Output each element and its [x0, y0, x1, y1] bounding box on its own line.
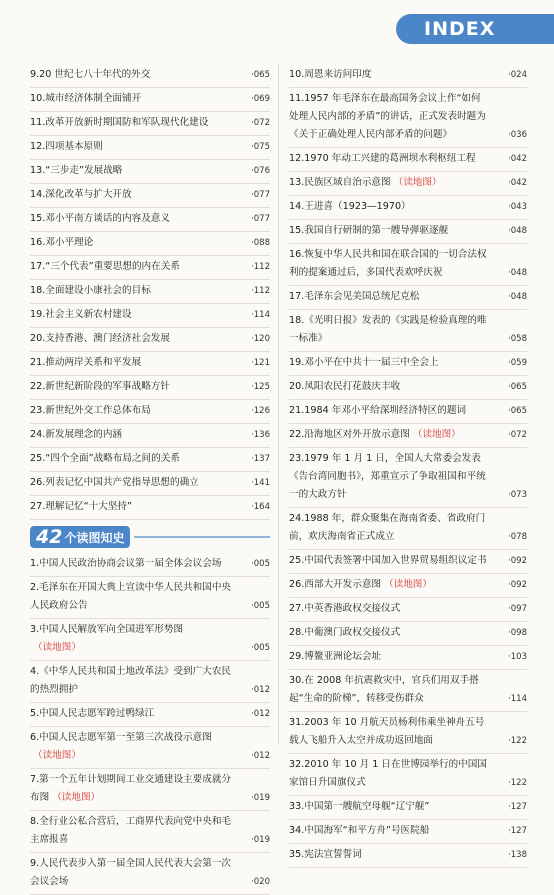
entry-text: 17.“三个代表”重要思想的内在关系 — [30, 261, 180, 272]
index-entry — [30, 112, 270, 136]
entry-text: 27.中英香港政权交接仪式 — [289, 603, 401, 614]
entry-text: 16.邓小平理论 — [30, 237, 94, 248]
entry-title — [30, 330, 240, 348]
entry-page-number: ·005 — [251, 601, 270, 611]
index-entry — [30, 553, 270, 577]
entry-title — [30, 282, 240, 300]
entry-text: 15.我国自行研制的第一艘导弹驱逐舰 — [289, 225, 449, 236]
entry-title — [289, 672, 497, 708]
section-heading — [30, 523, 270, 551]
index-entry — [30, 160, 270, 184]
entry-text: 23.1979 年 1 月 1 日，全国人大常委会发表《告台湾同胞书》，郑重宣示了争取祖国和平统一的大政方针 — [289, 453, 486, 500]
index-entry — [30, 811, 270, 853]
entry-page-number: ·065 — [251, 70, 270, 80]
entry-page-number: ·048 — [508, 292, 527, 302]
index-entry — [289, 220, 527, 244]
entry-text: 11.改革开放新时期国防和军队现代化建设 — [30, 117, 209, 128]
index-entry — [30, 352, 270, 376]
entry-text: 17.毛泽东会见美国总统尼克松 — [289, 291, 420, 302]
entry-text: 16.恢复中华人民共和国在联合国的一切合法权利的提案通过后，多国代表欢呼庆祝 — [289, 249, 487, 278]
index-entry — [289, 844, 527, 868]
entry-title — [30, 162, 240, 180]
index-entry — [30, 400, 270, 424]
entry-text: 1.中国人民政治协商会议第一届全体会议会场 — [30, 558, 222, 569]
entry-page-number: ·127 — [508, 802, 527, 812]
entry-text: 26.列表记忆中国共产党指导思想的确立 — [30, 477, 199, 488]
entry-page-number: ·077 — [251, 190, 270, 200]
entry-title — [289, 552, 497, 570]
entry-text: 34.中国海军“和平方舟”号医院船 — [289, 825, 430, 836]
entry-title — [289, 600, 497, 618]
column-divider — [278, 64, 279, 744]
entry-text: 29.博鳌亚洲论坛会址 — [289, 651, 382, 662]
entry-text: 28.中葡澳门政权交接仪式 — [289, 627, 401, 638]
entry-text: 20.凤阳农民打花鼓庆丰收 — [289, 381, 401, 392]
section-heading-number: 42 — [36, 526, 63, 548]
entry-title — [289, 756, 497, 792]
index-entry — [289, 574, 527, 598]
index-entry — [289, 172, 527, 196]
entry-text: 31.2003 年 10 月航天员杨利伟乘坐神舟五号载人飞船升入太空并成功返回地面 — [289, 717, 485, 746]
entry-title — [30, 579, 240, 615]
entry-page-number: ·077 — [251, 214, 270, 224]
index-entry — [289, 646, 527, 670]
entry-page-number: ·019 — [251, 835, 270, 845]
index-entry — [30, 280, 270, 304]
entry-title — [289, 378, 497, 396]
entry-page-number: ·136 — [251, 430, 270, 440]
entry-title — [289, 246, 497, 282]
index-entry — [30, 661, 270, 703]
entry-text: 32.2010 年 10 月 1 日在世博园举行的中国国家馆日升国旗仪式 — [289, 759, 487, 788]
index-entry — [30, 232, 270, 256]
entry-text: 27.理解记忆“十大坚持” — [30, 501, 132, 512]
entry-page-number: ·073 — [508, 490, 527, 500]
entry-title — [289, 450, 497, 504]
entry-title — [30, 663, 240, 699]
read-map-tag: （读地图） — [393, 177, 442, 188]
entry-text: 12.四项基本原则 — [30, 141, 103, 152]
entry-text: 24.1988 年，群众聚集在海南省委、省政府门前，欢庆海南省正式成立 — [289, 513, 486, 542]
index-entry — [289, 148, 527, 172]
entry-title — [289, 354, 497, 372]
entry-page-number: ·092 — [508, 556, 527, 566]
entry-page-number: ·122 — [508, 778, 527, 788]
index-entry — [30, 703, 270, 727]
entry-text: 19.邓小平在中共十一届三中全会上 — [289, 357, 439, 368]
entry-text: 24.新发展理念的内涵 — [30, 429, 123, 440]
top-bar — [0, 0, 554, 56]
index-entry — [289, 712, 527, 754]
entry-text: 6.中国人民志愿军第一至第三次战役示意图 — [30, 732, 212, 743]
entry-page-number: ·121 — [251, 358, 270, 368]
entry-page-number: ·137 — [251, 454, 270, 464]
entry-page-number: ·005 — [251, 559, 270, 569]
entry-text: 30.在 2008 年抗震救灾中，官兵们用双手搭起“生命的阶梯”，转移受伤群众 — [289, 675, 479, 704]
entry-page-number: ·048 — [508, 268, 527, 278]
entry-title — [289, 402, 497, 420]
index-entry — [30, 64, 270, 88]
entry-title — [289, 426, 497, 444]
entry-text: 5.中国人民志愿军跨过鸭绿江 — [30, 708, 155, 719]
index-entry — [289, 754, 527, 796]
entry-text: 33.中国第一艘航空母舰“辽宁舰” — [289, 801, 430, 812]
entry-text: 21.1984 年邓小平给深圳经济特区的题词 — [289, 405, 467, 416]
read-map-tag: （读地图） — [412, 429, 461, 440]
entry-page-number: ·098 — [508, 628, 527, 638]
entry-text: 12.1970 年动工兴建的葛洲坝水利枢纽工程 — [289, 153, 476, 164]
index-entry — [289, 88, 527, 148]
entry-title — [30, 66, 240, 84]
entry-page-number: ·127 — [508, 826, 527, 836]
entry-page-number: ·019 — [251, 793, 270, 803]
index-entry — [30, 727, 270, 769]
entry-title — [289, 624, 497, 642]
entry-title — [289, 150, 497, 168]
index-entry — [289, 796, 527, 820]
entry-title — [289, 66, 497, 84]
entry-text: 18.全面建设小康社会的目标 — [30, 285, 151, 296]
entry-text: 26.西部大开发示意图 — [289, 579, 382, 590]
entry-text: 22.沿海地区对外开放示意图 — [289, 429, 410, 440]
left-bottom-list — [30, 553, 270, 895]
entry-page-number: ·058 — [508, 334, 527, 344]
entry-title — [289, 576, 497, 594]
entry-title — [30, 258, 240, 276]
entry-title — [30, 138, 240, 156]
entry-text: 13.民族区域自治示意图 — [289, 177, 391, 188]
entry-page-number: ·088 — [251, 238, 270, 248]
section-heading-title: 个读图知史 — [64, 530, 125, 545]
entry-title — [30, 855, 240, 891]
entry-text: 25.“四个全面”战略布局之间的关系 — [30, 453, 180, 464]
index-entry — [289, 550, 527, 574]
index-entry — [289, 286, 527, 310]
right-list — [289, 64, 527, 868]
entry-title — [30, 450, 240, 468]
entry-page-number: ·122 — [508, 736, 527, 746]
entry-page-number: ·059 — [508, 358, 527, 368]
entry-page-number: ·075 — [251, 142, 270, 152]
entry-text: 19.社会主义新农村建设 — [30, 309, 132, 320]
index-entry — [30, 448, 270, 472]
left-top-list — [30, 64, 270, 520]
index-entry — [289, 508, 527, 550]
entry-page-number: ·114 — [508, 694, 527, 704]
entry-title — [30, 378, 240, 396]
read-map-tag: （读地图） — [384, 579, 432, 590]
entry-text: 9.人民代表步入第一届全国人民代表大会第一次会议会场 — [30, 858, 232, 887]
entry-title — [289, 798, 497, 816]
entry-title — [30, 771, 240, 807]
entry-title — [30, 354, 240, 372]
entry-title — [30, 705, 240, 723]
entry-page-number: ·042 — [508, 154, 527, 164]
left-column — [30, 64, 270, 895]
entry-page-number: ·076 — [251, 166, 270, 176]
index-entry — [30, 496, 270, 520]
entry-title — [289, 288, 497, 306]
entry-title — [289, 648, 497, 666]
entry-title — [30, 474, 240, 492]
entry-text: 23.新世纪外交工作总体布局 — [30, 405, 151, 416]
entry-text: 35.宪法宣誓誓词 — [289, 849, 362, 860]
entry-text: 21.推动两岸关系和平发展 — [30, 357, 142, 368]
read-map-tag: （读地图） — [33, 642, 81, 653]
entry-text: 8.全行业公私合营后，工商界代表向党中央和毛主席报喜 — [30, 816, 232, 845]
entry-text: 14.深化改革与扩大开放 — [30, 189, 132, 200]
index-entry — [289, 400, 527, 424]
entry-page-number: ·036 — [508, 130, 527, 140]
index-entry — [289, 64, 527, 88]
entry-page-number: ·012 — [251, 685, 270, 695]
entry-title — [30, 621, 240, 657]
entry-text: 7.第一个五年计划期间工业交通建设主要成就分布图 — [30, 774, 232, 803]
entry-text: 10.城市经济体制全面铺开 — [30, 93, 142, 104]
index-entry — [30, 853, 270, 895]
index-entry — [289, 244, 527, 286]
entry-text: 2.毛泽东在开国大典上宣读中华人民共和国中央人民政府公告 — [30, 582, 232, 611]
index-entry — [30, 769, 270, 811]
entry-title — [30, 234, 240, 252]
index-entry — [30, 136, 270, 160]
index-entry — [30, 184, 270, 208]
entry-text: 3.中国人民解放军向全国进军形势图 — [30, 624, 184, 635]
entry-title — [30, 210, 240, 228]
section-heading-rule — [134, 536, 270, 538]
entry-title — [30, 186, 240, 204]
entry-page-number: ·012 — [251, 709, 270, 719]
entry-page-number: ·072 — [508, 430, 527, 440]
entry-text: 14.王进喜（1923—1970） — [289, 201, 411, 212]
entry-title — [289, 90, 497, 144]
index-entry — [30, 304, 270, 328]
index-entry — [289, 376, 527, 400]
read-map-tag: （读地图） — [33, 750, 81, 761]
entry-page-number: ·112 — [251, 262, 270, 272]
index-entry — [289, 670, 527, 712]
entry-page-number: ·072 — [251, 118, 270, 128]
entry-title — [30, 498, 240, 516]
entry-text: 13.“三步走”发展战略 — [30, 165, 123, 176]
entry-page-number: ·048 — [508, 226, 527, 236]
entry-title — [30, 426, 240, 444]
index-entry — [30, 376, 270, 400]
entry-text: 18.《光明日报》发表的《实践是检验真理的唯一标准》 — [289, 315, 487, 344]
entry-page-number: ·020 — [251, 877, 270, 887]
entry-text: 10.周恩来访问印度 — [289, 69, 372, 80]
entry-page-number: ·069 — [251, 94, 270, 104]
entry-title — [30, 402, 240, 420]
index-entry — [30, 472, 270, 496]
entry-page-number: ·103 — [508, 652, 527, 662]
entry-text: 20.支持香港、澳门经济社会发展 — [30, 333, 170, 344]
index-entry — [30, 424, 270, 448]
entry-title — [30, 555, 240, 573]
entry-title — [30, 813, 240, 849]
index-badge: INDEX — [396, 14, 554, 44]
entry-title — [289, 312, 497, 348]
entry-title — [289, 846, 497, 864]
index-entry — [289, 820, 527, 844]
entry-text: 22.新世纪新阶段的军事战略方针 — [30, 381, 170, 392]
index-entry — [289, 352, 527, 376]
entry-text: 15.邓小平南方谈话的内容及意义 — [30, 213, 170, 224]
entry-page-number: ·126 — [251, 406, 270, 416]
entry-page-number: ·164 — [251, 502, 270, 512]
section-heading-pill — [30, 526, 130, 548]
index-entry — [30, 208, 270, 232]
index-entry — [30, 619, 270, 661]
right-column — [289, 64, 527, 868]
index-entry — [289, 448, 527, 508]
entry-text: 11.1957 年毛泽东在最高国务会议上作“如何处理人民内部的矛盾”的讲话，正式发表时题为《关于正确处理人民内部矛盾的问题》 — [289, 93, 486, 140]
entry-page-number: ·012 — [251, 751, 270, 761]
index-entry — [30, 256, 270, 280]
entry-page-number: ·097 — [508, 604, 527, 614]
index-entry — [30, 577, 270, 619]
entry-title — [30, 114, 240, 132]
index-entry — [30, 328, 270, 352]
entry-page-number: ·138 — [508, 850, 527, 860]
entry-text: 9.20 世纪七八十年代的外交 — [30, 69, 151, 80]
index-entry — [289, 424, 527, 448]
entry-page-number: ·114 — [251, 310, 270, 320]
entry-page-number: ·043 — [508, 202, 527, 212]
entry-page-number: ·125 — [251, 382, 270, 392]
entry-title — [289, 222, 497, 240]
entry-page-number: ·065 — [508, 382, 527, 392]
entry-page-number: ·092 — [508, 580, 527, 590]
entry-page-number: ·112 — [251, 286, 270, 296]
entry-title — [30, 306, 240, 324]
entry-title — [289, 714, 497, 750]
entry-page-number: ·005 — [251, 643, 270, 653]
index-entry — [289, 310, 527, 352]
index-entry — [289, 598, 527, 622]
entry-text: 4.《中华人民共和国土地改革法》受到广大农民的热烈拥护 — [30, 666, 232, 695]
entry-text: 25.中国代表签署中国加入世界贸易组织议定书 — [289, 555, 487, 566]
entry-page-number: ·065 — [508, 406, 527, 416]
entry-title — [30, 729, 240, 765]
entry-title — [289, 822, 497, 840]
index-entry — [289, 196, 527, 220]
entry-title — [30, 90, 240, 108]
entry-page-number: ·042 — [508, 178, 527, 188]
read-map-tag: （读地图） — [52, 792, 101, 803]
entry-page-number: ·120 — [251, 334, 270, 344]
index-entry — [30, 88, 270, 112]
index-entry — [289, 622, 527, 646]
entry-page-number: ·024 — [508, 70, 527, 80]
entry-title — [289, 198, 497, 216]
entry-title — [289, 174, 497, 192]
entry-page-number: ·141 — [251, 478, 270, 488]
entry-page-number: ·078 — [508, 532, 527, 542]
entry-title — [289, 510, 497, 546]
